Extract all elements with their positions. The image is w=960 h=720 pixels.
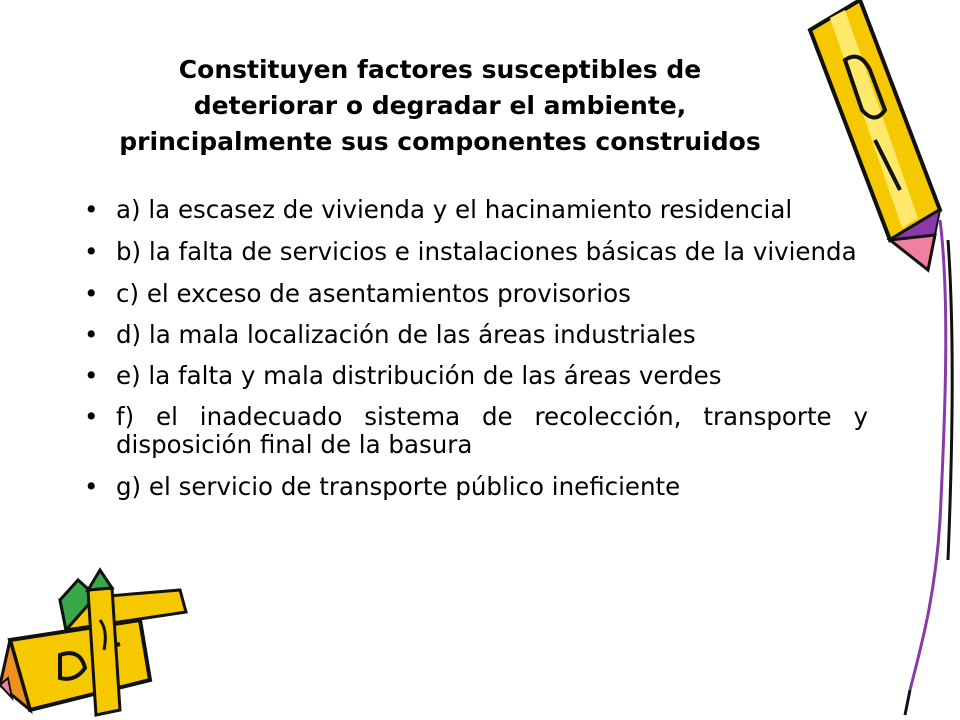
bullet-marker: • (84, 361, 99, 390)
list-item (78, 403, 868, 459)
list-item-text: e) la falta y mala distribución de las áreas verdes (116, 361, 722, 390)
bullet-marker: • (84, 472, 99, 501)
list-item (78, 196, 868, 224)
list-item-text: c) el exceso de asentamientos provisorios (116, 279, 631, 308)
list-item (78, 238, 868, 266)
title-line-1: Constituyen factores susceptibles de (178, 55, 702, 84)
list-item-text: a) la escasez de vivienda y el hacinamiento residencial (116, 195, 793, 224)
list-item-text: f) el inadecuado sistema de recolección, transporte y disposición final de la basura (116, 402, 868, 459)
list-item (78, 473, 868, 501)
list-item-text: g) el servicio de transporte público ineficiente (116, 472, 681, 501)
bullet-marker: • (84, 320, 99, 349)
crayon-2 (0, 620, 150, 710)
crayons-left-icon (0, 560, 200, 720)
purple-edge (910, 220, 946, 690)
pencil-body (810, 0, 940, 270)
pencil-right-icon (790, 0, 960, 720)
slide-title (60, 52, 820, 160)
list-item (78, 362, 868, 390)
bullet-marker: • (84, 237, 99, 266)
list-item-text: d) la mala localización de las áreas industriales (116, 320, 696, 349)
bullet-marker: • (84, 279, 99, 308)
list-item (78, 321, 868, 349)
title-line-3: principalmente sus componentes construidos (119, 127, 761, 156)
title-line-2: deteriorar o degradar el ambiente, (193, 91, 687, 120)
list-item (78, 280, 868, 308)
bullet-marker: • (84, 402, 99, 431)
bullet-marker: • (84, 195, 99, 224)
list-item-text: b) la falta de servicios e instalaciones básicas de la vivienda (116, 237, 857, 266)
bullet-list (78, 196, 868, 514)
